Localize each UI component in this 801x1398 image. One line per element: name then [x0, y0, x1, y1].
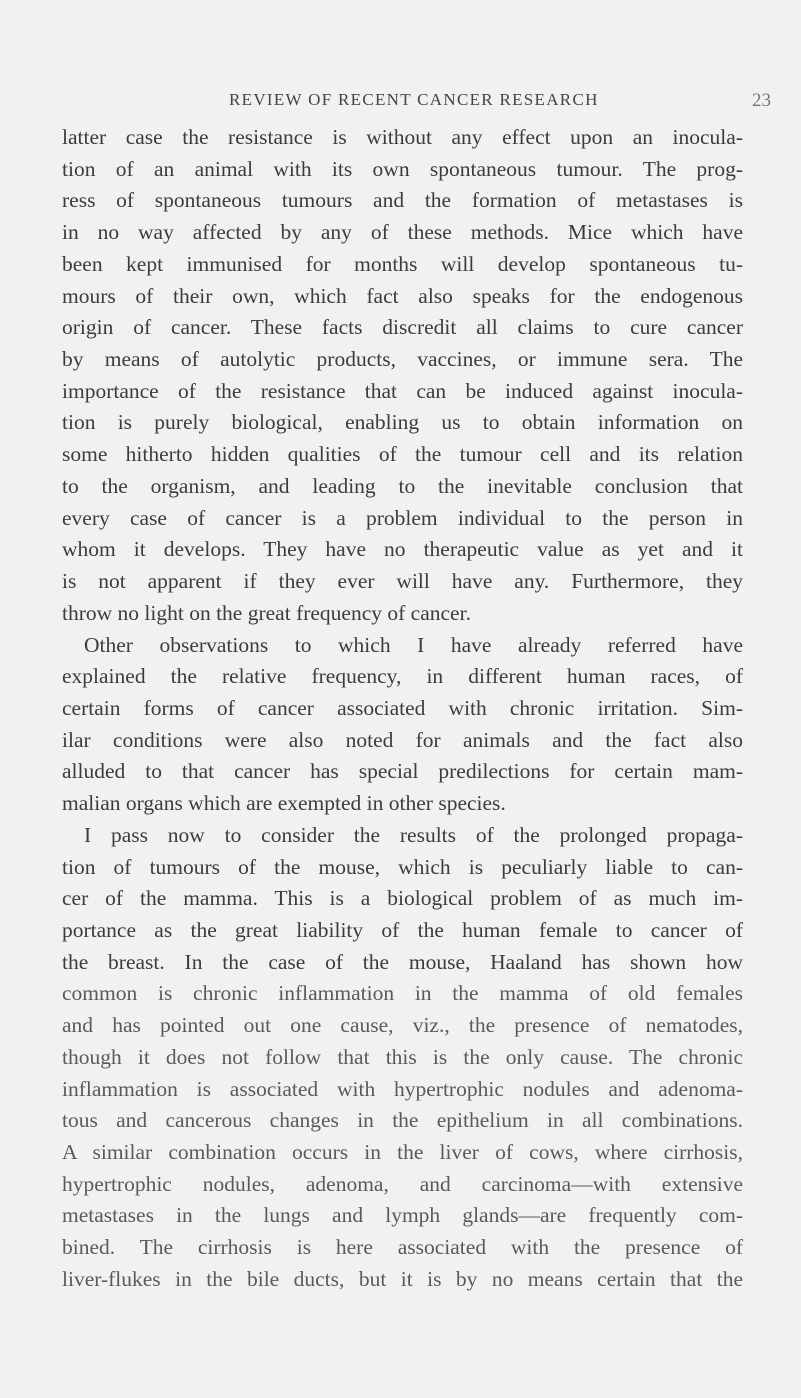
- text-line: alluded to that cancer has special predilections for certain mam-: [62, 759, 743, 784]
- text-line: importance of the resistance that can be induced against inocula-: [62, 378, 743, 403]
- page-number: 23: [752, 90, 771, 111]
- text-line: certain forms of cancer associated with chronic irritation. Sim-: [62, 695, 743, 720]
- running-title: REVIEW OF RECENT CANCER RESEARCH: [229, 90, 599, 109]
- text-line: cer of the mamma. This is a biological problem of as much im-: [62, 886, 743, 911]
- text-line: hypertrophic nodules, adenoma, and carcinoma—with extensive: [62, 1171, 743, 1196]
- text-line: metastases in the lungs and lymph glands—are frequently com-: [62, 1203, 743, 1228]
- text-line: and has pointed out one cause, viz., the presence of nematodes,: [62, 1013, 743, 1038]
- body-text: [62, 122, 743, 1296]
- text-line: ress of spontaneous tumours and the formation of metastases is: [62, 188, 743, 213]
- text-line: mours of their own, which fact also speaks for the endogenous: [62, 283, 743, 308]
- paragraph-end-line: malian organs which are exempted in other species.: [62, 791, 506, 816]
- text-line: ilar conditions were also noted for animals and the fact also: [62, 727, 743, 752]
- text-line: A similar combination occurs in the liver of cows, where cirrhosis,: [62, 1140, 743, 1164]
- text-line: tous and cancerous changes in the epithelium in all combinations.: [62, 1108, 743, 1133]
- text-line: every case of cancer is a problem individual to the person in: [62, 505, 743, 530]
- text-line: origin of cancer. These facts discredit all claims to cure cancer: [62, 315, 743, 340]
- text-line: latter case the resistance is without any effect upon an inocula-: [62, 125, 743, 149]
- text-line: whom it develops. They have no therapeutic value as yet and it: [62, 537, 743, 562]
- text-line: some hitherto hidden qualities of the tumour cell and its relation: [62, 442, 743, 467]
- text-line: is not apparent if they ever will have any. Furthermore, they: [62, 569, 743, 594]
- text-line: bined. The cirrhosis is here associated with the presence of: [62, 1235, 743, 1260]
- text-line: liver-flukes in the bile ducts, but it is by no means certain that the: [62, 1266, 743, 1291]
- text-line: explained the relative frequency, in different human races, of: [62, 664, 743, 689]
- text-line: portance as the great liability of the human female to cancer of: [62, 917, 743, 942]
- text-line: though it does not follow that this is the only cause. The chronic: [62, 1044, 743, 1069]
- paragraph-start-line: Other observations to which I have already referred have: [84, 632, 743, 657]
- text-line: by means of autolytic products, vaccines, or immune sera. The: [62, 347, 743, 372]
- text-line: tion is purely biological, enabling us to obtain information on: [62, 410, 743, 435]
- text-line: tion of an animal with its own spontaneous tumour. The prog-: [62, 156, 743, 181]
- text-line: tion of tumours of the mouse, which is peculiarly liable to can-: [62, 854, 743, 879]
- paragraph-end-line: throw no light on the great frequency of cancer.: [62, 600, 471, 625]
- paragraph-start-line: I pass now to consider the results of the prolonged propaga-: [84, 822, 743, 847]
- text-line: the breast. In the case of the mouse, Haaland has shown how: [62, 949, 743, 974]
- text-line: inflammation is associated with hypertrophic nodules and adenoma-: [62, 1076, 743, 1101]
- text-line: been kept immunised for months will develop spontaneous tu-: [62, 251, 743, 276]
- text-line: common is chronic inflammation in the mamma of old females: [62, 981, 743, 1006]
- running-head: [0, 90, 801, 120]
- text-line: in no way affected by any of these methods. Mice which have: [62, 220, 743, 245]
- text-line: to the organism, and leading to the inevitable conclusion that: [62, 473, 743, 498]
